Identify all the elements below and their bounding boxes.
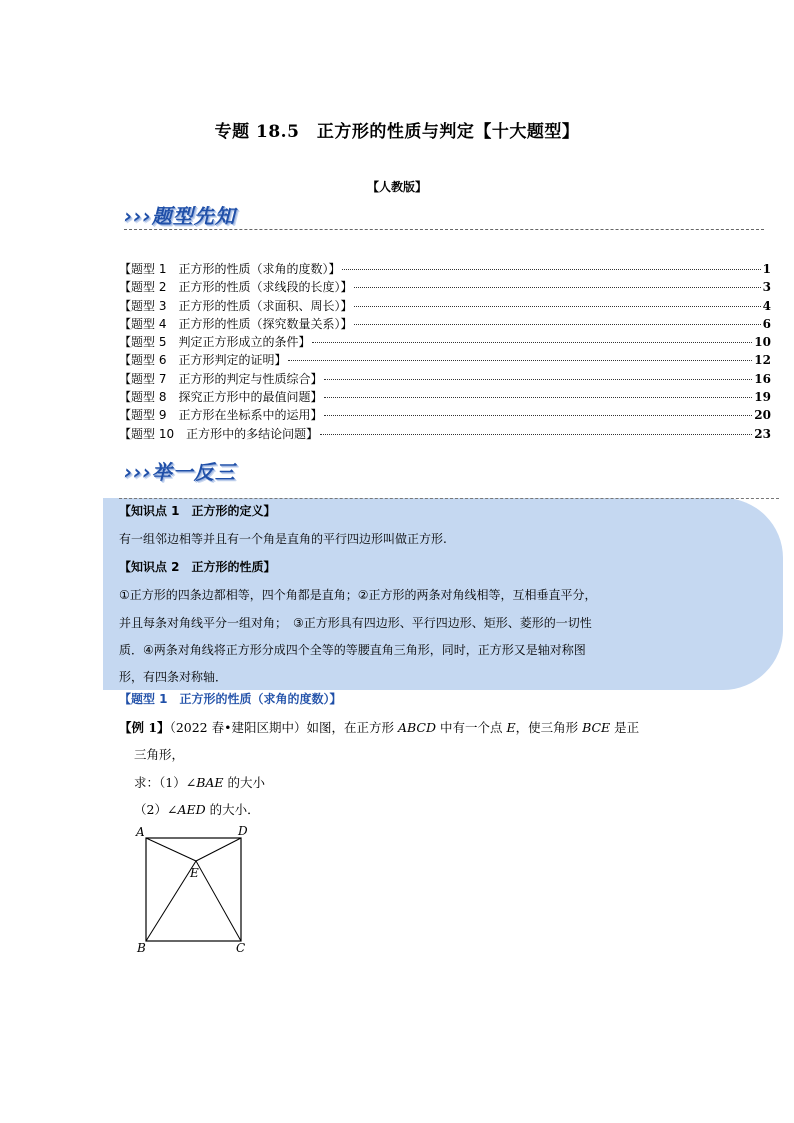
banner-preview	[124, 200, 764, 230]
knowledge-2-line: 质．④两条对角线将正方形分成四个全等的等腰直角三角形，同时，正方形又是轴对称图	[119, 643, 586, 657]
example-1-question-1: 求：（1）∠BAE 的大小	[134, 775, 266, 790]
segment-ae	[146, 838, 196, 861]
section-heading: 【题型 1 正方形的性质（求角的度数）】	[119, 692, 342, 706]
label-e: E	[190, 866, 199, 880]
page-title: 专题 18.5 正方形的性质与判定【十大题型】	[214, 122, 580, 142]
example-1-line-1: 【例 1】（2022 春•建阳区期中）如图，在正方形 ABCD 中有一个点 E，使三角形 BCE 是正	[119, 720, 640, 735]
toc-item[interactable]: 【题型 7 正方形的判定与性质综合】 16	[119, 371, 771, 386]
label-a: A	[136, 825, 145, 839]
segment-be	[146, 861, 196, 941]
toc-item[interactable]: 【题型 5 判定正方形成立的条件】 10	[119, 335, 771, 350]
banner-rule	[124, 229, 764, 230]
square-figure	[134, 822, 254, 954]
toc-item[interactable]: 【题型 4 正方形的性质（探究数量关系）】 6	[119, 316, 771, 331]
knowledge-1-title: 【知识点 1 正方形的定义】	[119, 504, 276, 518]
toc-item[interactable]: 【题型 1 正方形的性质（求角的度数）】 1	[119, 262, 771, 276]
label-c: C	[236, 941, 246, 954]
banner-practice-text: ›››举一反三	[124, 460, 236, 484]
square-abcd	[146, 838, 241, 941]
edition-label: 【人教版】	[366, 180, 427, 194]
toc-item[interactable]: 【题型 10 正方形中的多结论问题】 23	[119, 426, 771, 441]
toc-item[interactable]: 【题型 2 正方形的性质（求线段的长度）】 3	[119, 280, 771, 295]
example-1-question-2: （2）∠AED 的大小．	[134, 802, 260, 817]
segment-de	[196, 838, 241, 861]
knowledge-2-title: 【知识点 2 正方形的性质】	[119, 560, 276, 574]
knowledge-2-line: 并且每条对角线平分一组对角； ③正方形具有四边形、平行四边形、矩形、菱形的一切性	[119, 616, 592, 630]
banner-preview-text: ›››题型先知	[124, 204, 236, 228]
toc-item[interactable]: 【题型 6 正方形判定的证明】 12	[119, 353, 771, 368]
table-of-contents	[119, 260, 771, 443]
example-1-line-2: 三角形，	[134, 747, 185, 762]
toc-item[interactable]: 【题型 3 正方形的性质（求面积、周长）】 4	[119, 298, 771, 313]
knowledge-1-text: 有一组邻边相等并且有一个角是直角的平行四边形叫做正方形.	[119, 532, 447, 546]
knowledge-2-line: 形，有四条对称轴．	[119, 670, 228, 684]
knowledge-2-line: ①正方形的四条边都相等，四个角都是直角；②正方形的两条对角线相等，互相垂直平分，	[119, 588, 597, 602]
toc-item[interactable]: 【题型 8 探究正方形中的最值问题】 19	[119, 390, 771, 405]
knowledge-box-rule	[119, 498, 779, 499]
toc-item[interactable]: 【题型 9 正方形在坐标系中的运用】 20	[119, 408, 771, 423]
label-b: B	[137, 941, 146, 954]
label-d: D	[238, 824, 248, 838]
segment-ce	[196, 861, 241, 941]
banner-practice	[124, 456, 764, 486]
